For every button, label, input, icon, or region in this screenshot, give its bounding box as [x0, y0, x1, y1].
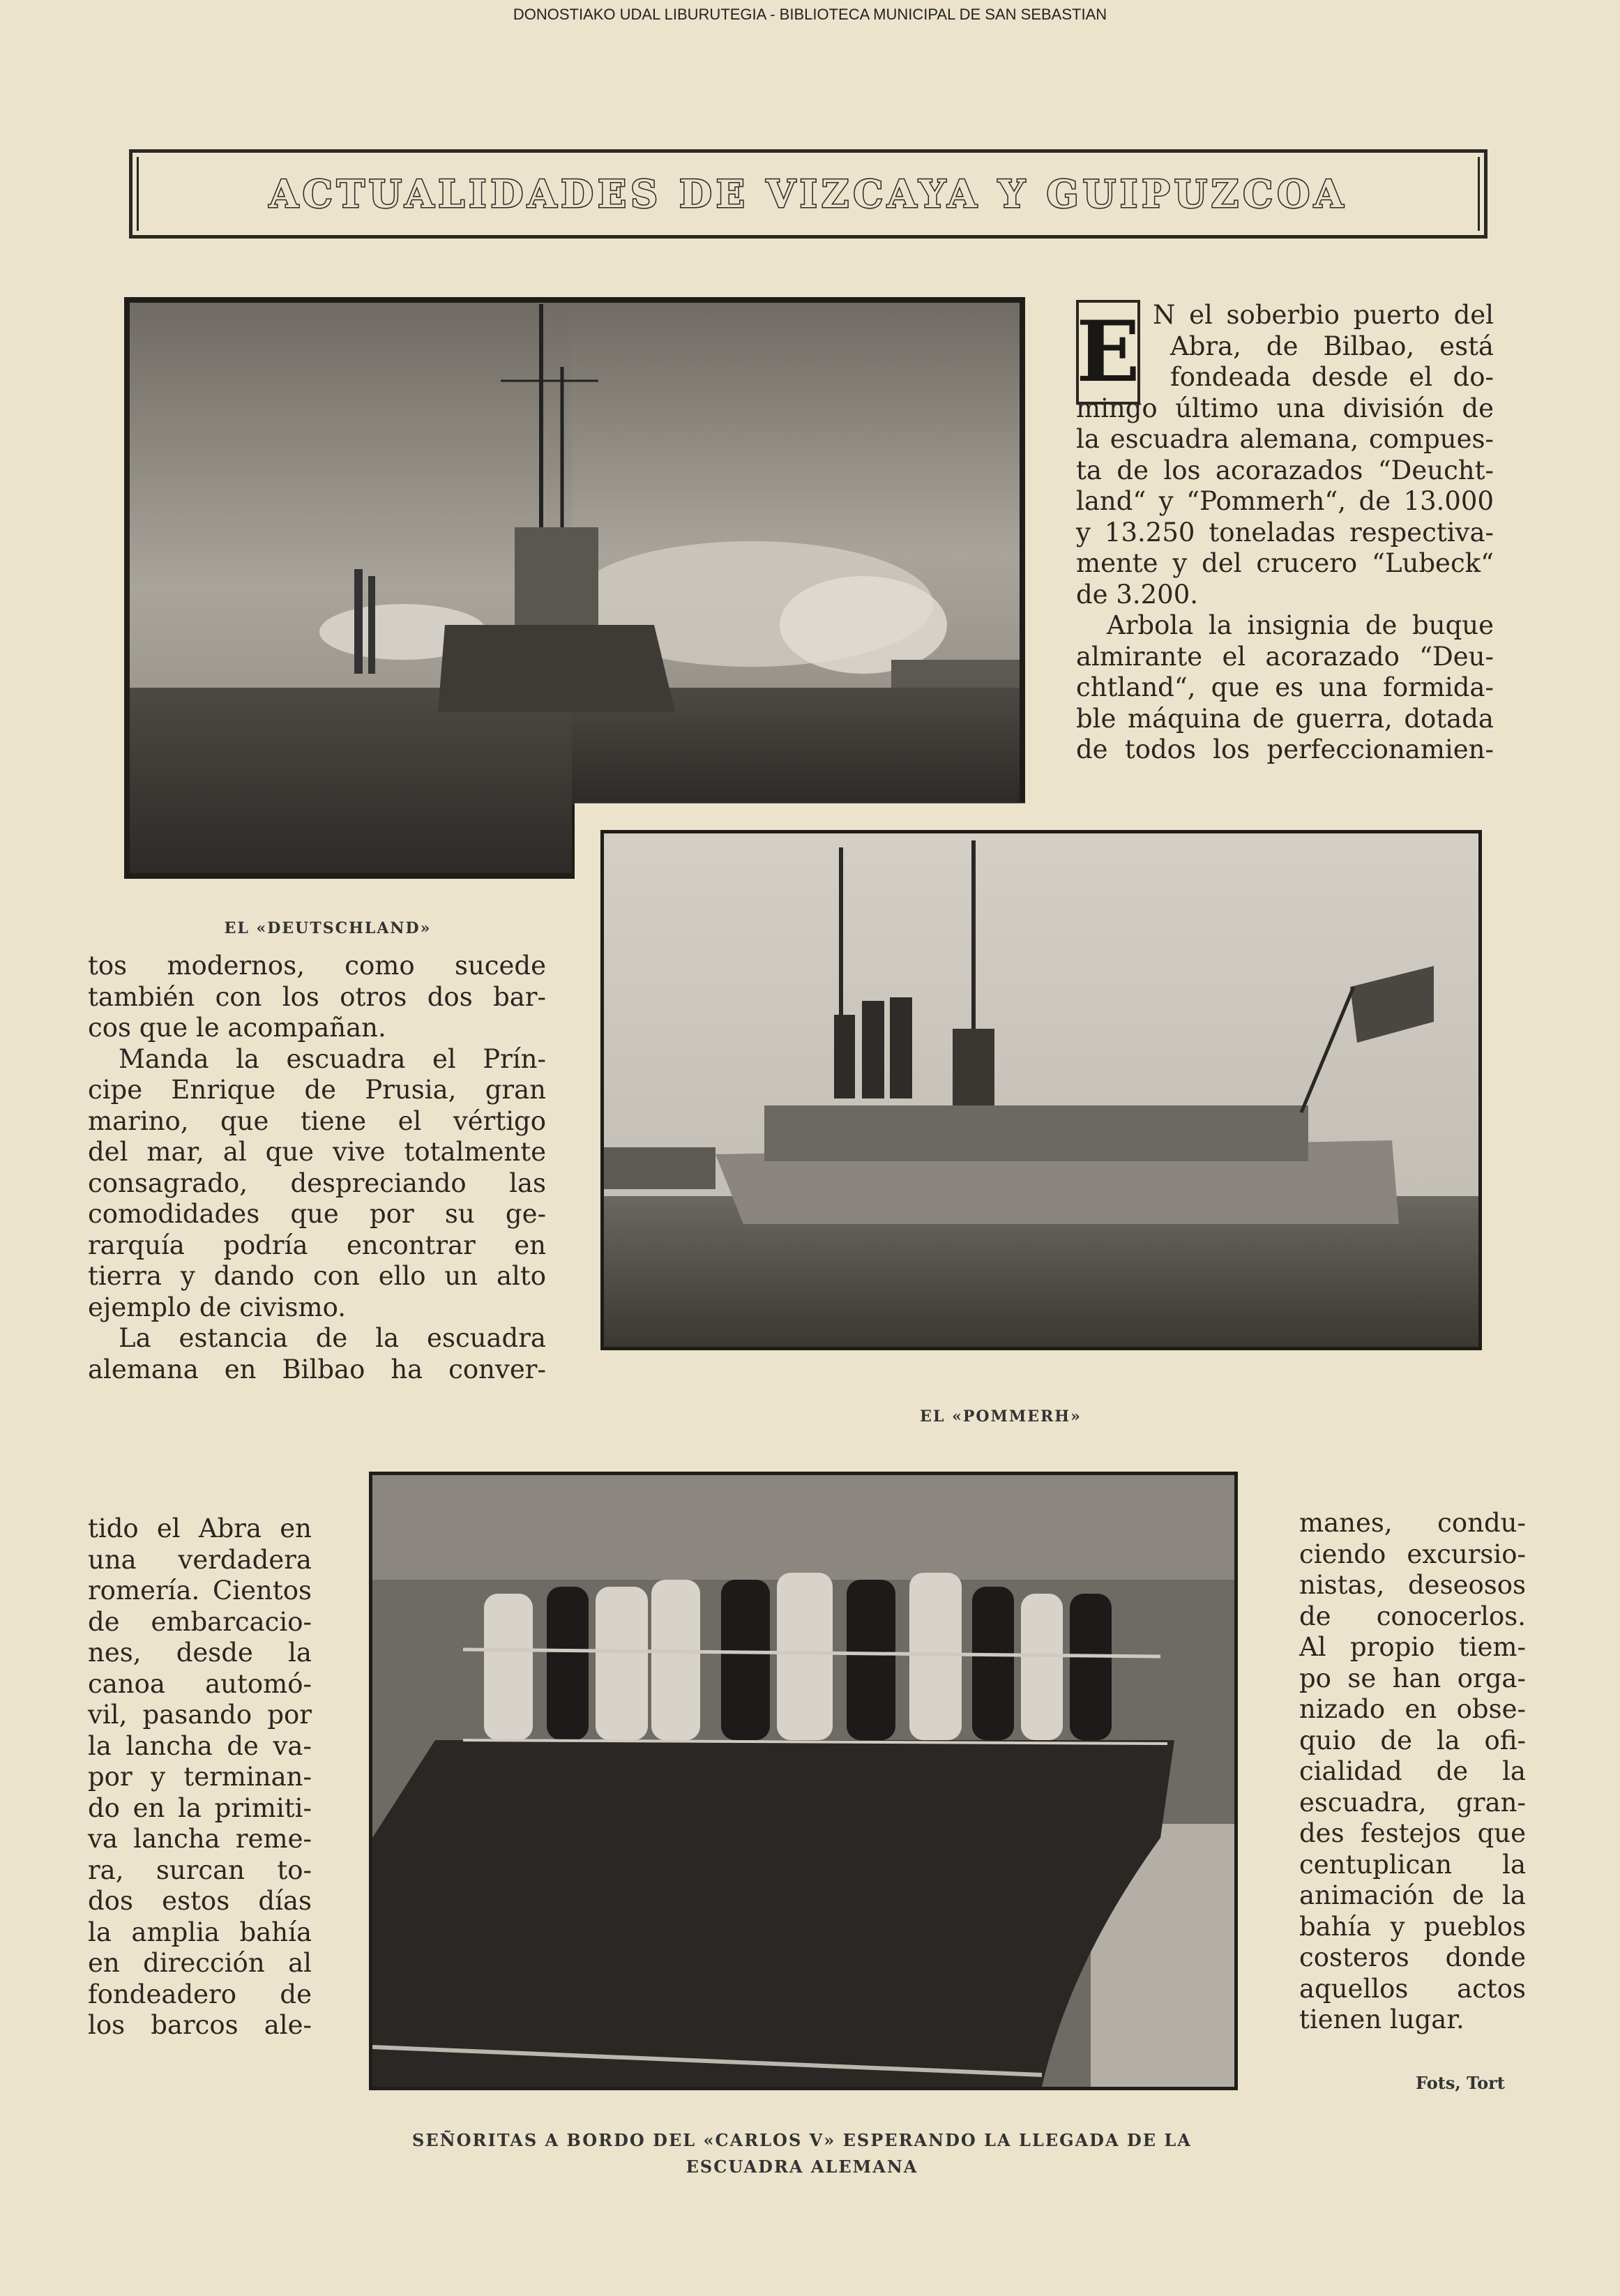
article-line: tienen lugar. [1299, 2004, 1464, 2034]
photo-credit: Fots, Tort [1416, 2073, 1505, 2093]
photo-deutschland [124, 297, 1025, 879]
article-line: los barcos ale- [88, 2010, 312, 2040]
article-line: cipe Enrique de Prusia, gran [88, 1075, 546, 1105]
article-line: ra, surcan to- [88, 1855, 312, 1885]
photo-carlos-v [369, 1472, 1238, 2090]
drop-cap-letter: E [1076, 303, 1140, 401]
article-line: consagrado, despreciando las [88, 1168, 546, 1198]
article-line: des festejos que [1299, 1818, 1526, 1848]
article-line: nes, desde la [88, 1638, 312, 1668]
article-line: mingo último una división de [1076, 393, 1494, 423]
article-line: marino, que tiene el vértigo [88, 1105, 546, 1136]
article-line: una verdadera [88, 1544, 312, 1575]
photo-pommerh [600, 830, 1482, 1350]
article-line: en dirección al [88, 1948, 312, 1978]
article-line: tos modernos, como sucede [88, 951, 546, 981]
article-line: mente y del crucero “Lubeck“ [1076, 548, 1494, 578]
article-line: chtland“, que es una formida- [1076, 672, 1494, 702]
caption-deutschland: EL «DEUTSCHLAND» [224, 919, 432, 937]
article-line: animación de la [1299, 1880, 1526, 1910]
article-line: manes, condu- [1299, 1508, 1526, 1538]
battleship-flag-image [604, 833, 1478, 1347]
battleship-smoke-image [124, 297, 1025, 879]
article-line: land“ y “Pommerh“, de 13.000 [1076, 486, 1494, 516]
article-line: tido el Abra en [88, 1513, 312, 1543]
article-line: alemana en Bilbao ha conver- [88, 1354, 546, 1384]
article-line: po se han orga- [1299, 1663, 1526, 1693]
caption-pommerh: EL «POMMERH» [920, 1407, 1082, 1426]
article-line: rarquía podría encontrar en [88, 1230, 546, 1260]
article-line: fondeadero de [88, 1979, 312, 2009]
caption-carlos-v-line2: ESCUADRA ALEMANA [686, 2157, 918, 2177]
article-line: también con los otros dos bar- [88, 981, 546, 1012]
title-banner [129, 149, 1487, 239]
article-line: ejemplo de civismo. [88, 1292, 346, 1322]
article-line: Arbola la insignia de buque [1107, 610, 1494, 640]
article-line: la amplia bahía [88, 1917, 312, 1947]
article-column-right-bottom [1299, 1508, 1526, 2036]
article-line: canoa automó- [88, 1668, 312, 1699]
caption-carlos-v-line1: SEÑORITAS A BORDO DEL «CARLOS V» ESPERANDO LA LLEGADA DE LA [412, 2130, 1192, 2150]
article-line: de 3.200. [1076, 579, 1199, 610]
article-line: cialidad de la [1299, 1756, 1526, 1786]
article-line: quio de la ofi- [1299, 1725, 1526, 1755]
page-title: ACTUALIDADES DE VIZCAYA Y GUIPUZCOA [268, 172, 1348, 216]
article-line: del mar, al que vive totalmente [88, 1137, 546, 1167]
article-line: N el soberbio puerto del [1153, 300, 1494, 330]
article-line: almirante el acorazado “Deu- [1076, 641, 1494, 672]
article-line: de conocerlos. [1299, 1601, 1526, 1631]
article-line: escuadra, gran- [1299, 1787, 1526, 1818]
article-line: do en la primiti- [88, 1792, 312, 1823]
article-line: Al propio tiem- [1299, 1632, 1526, 1662]
article-line: tierra y dando con ello un alto [88, 1261, 546, 1291]
article-line: de embarcacio- [88, 1606, 312, 1637]
article-line: aquellos actos [1299, 1973, 1526, 2004]
article-column-right-top [1076, 300, 1494, 766]
article-line: comodidades que por su ge- [88, 1199, 546, 1229]
article-line: dos estos días [88, 1886, 312, 1916]
article-line: Abra, de Bilbao, está [1170, 331, 1494, 361]
article-line: centuplican la [1299, 1849, 1526, 1880]
article-column-left-bottom [88, 1513, 312, 2041]
article-line: Manda la escuadra el Prín- [119, 1043, 546, 1074]
article-line: ble máquina de guerra, dotada [1076, 703, 1494, 734]
article-line: romería. Cientos [88, 1576, 312, 1606]
article-line: bahía y pueblos [1299, 1911, 1526, 1942]
article-line: y 13.250 toneladas respectiva- [1076, 517, 1494, 547]
archive-header: DONOSTIAKO UDAL LIBURUTEGIA - BIBLIOTECA MUNICIPAL DE SAN SEBASTIAN [513, 6, 1107, 23]
ladies-on-deck-image [372, 1475, 1234, 2087]
article-line: va lancha reme- [88, 1824, 312, 1854]
article-line: la escuadra alemana, compues- [1076, 424, 1494, 454]
article-line: cos que le acompañan. [88, 1013, 386, 1043]
article-column-left-mid [88, 951, 546, 1385]
article-line: nistas, deseosos [1299, 1570, 1526, 1600]
article-line: ta de los acorazados “Deucht- [1076, 455, 1494, 485]
article-line: la lancha de va- [88, 1730, 312, 1761]
article-line: nizado en obse- [1299, 1694, 1526, 1724]
article-line: vil, pasando por [88, 1700, 312, 1730]
article-line: La estancia de la escuadra [119, 1323, 546, 1353]
article-line: fondeada desde el do- [1170, 362, 1494, 392]
article-line: de todos los perfeccionamien- [1076, 734, 1494, 764]
article-line: costeros donde [1299, 1942, 1526, 1972]
article-line: por y terminan- [88, 1762, 312, 1792]
article-line: ciendo excursio- [1299, 1539, 1526, 1569]
